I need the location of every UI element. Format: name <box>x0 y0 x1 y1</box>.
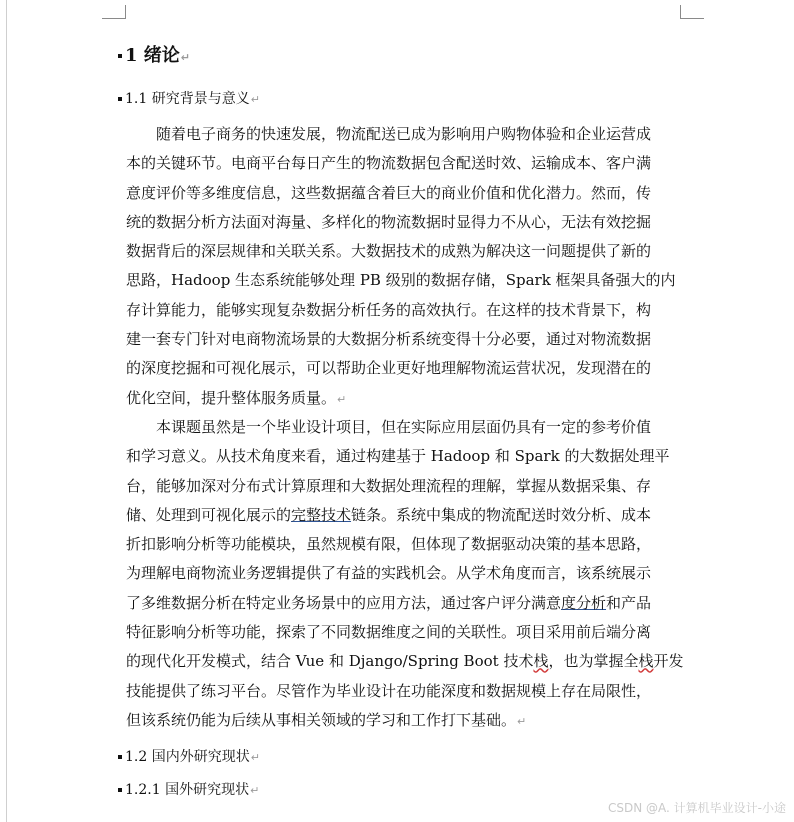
paragraph-mark-icon: ↵ <box>250 93 260 106</box>
paragraph-line <box>126 501 680 530</box>
paragraph-mark-icon: ↵ <box>517 714 527 728</box>
paragraph-line: 数据背后的深层规律和关联关系。大数据技术的成熟为解决这一问题提供了新的 <box>126 242 652 261</box>
grammar-underlined-text[interactable]: 完整技术 <box>291 505 352 524</box>
paragraph-line: 特征影响分析等功能，探索了不同数据维度之间的关联性。项目采用前后端分离 <box>126 623 652 642</box>
paragraph-line: 随着电子商务的快速发展，物流配送已成为影响用户购物体验和企业运营成 <box>156 125 652 143</box>
grammar-underlined-text[interactable]: 度分析 <box>561 593 607 612</box>
paragraph-mark-icon: ↵ <box>337 392 347 406</box>
heading-bullet <box>118 788 122 792</box>
paragraph-line: 为理解电商物流业务逻辑提供了有益的实践机会。从学术角度而言，该系统展示 <box>126 564 652 583</box>
heading-1-2-1[interactable] <box>118 779 259 799</box>
heading-1[interactable] <box>118 41 190 67</box>
crop-mark-top-right-v <box>680 5 681 19</box>
paragraph-line: 统的数据分析方法面对海量、多样化的物流数据时显得力不从心，无法有效挖掘 <box>126 212 652 231</box>
paragraph-line: 本的关键环节。电商平台每日产生的物流数据包含配送时效、运输成本、客户满 <box>126 154 652 173</box>
heading-1-1[interactable] <box>118 88 260 108</box>
heading-bullet <box>118 97 122 101</box>
heading-bullet <box>118 54 122 58</box>
paragraph-line-last <box>126 706 680 736</box>
paragraph-line: 意度评价等多维度信息，这些数据蕴含着巨大的商业价值和优化潜力。然而，传 <box>126 183 652 202</box>
paragraph-line: 思路，Hadoop 生态系统能够处理 PB 级别的数据存储，Spark 框架具备强大的内 <box>126 271 676 290</box>
paragraph-line: 技能提供了练习平台。尽管作为毕业设计在功能深度和数据规模上存在局限性， <box>126 681 652 700</box>
crop-mark-top-right-h <box>680 18 704 19</box>
paragraph-line: 的深度挖掘和可视化展示，可以帮助企业更好地理解物流运营状况，发现潜在的 <box>126 359 652 378</box>
crop-mark-top-left-v <box>125 5 126 19</box>
paragraph-line: 和学习意义。从技术角度来看，通过构建基于 Hadoop 和 Spark 的大数据处理平 <box>126 447 670 466</box>
paragraph-mark-icon: ↵ <box>250 784 260 797</box>
paragraph-line <box>126 647 684 676</box>
spelling-underlined-text[interactable]: 栈 <box>533 652 549 671</box>
paragraph-text: 开发 <box>653 652 684 671</box>
paragraph-text: 的现代化开发模式，结合 Vue 和 Django/Spring Boot 技术 <box>126 652 534 671</box>
paragraph-line-last <box>126 384 680 414</box>
heading-1-text: 1 绪论 <box>125 45 180 66</box>
paragraph-line: 建一套专门针对电商物流场景的大数据分析系统变得十分必要，通过对物流数据 <box>126 330 652 349</box>
paragraph-line: 存计算能力，能够实现复杂数据分析任务的高效执行。在这样的技术背景下，构 <box>126 300 652 319</box>
paragraph-line-text: 优化空间，提升整体服务质量。 <box>126 388 337 407</box>
paragraph-line: 折扣影响分析等功能模块，虽然规模有限，但体现了数据驱动决策的基本思路， <box>126 535 652 554</box>
spelling-underlined-text[interactable]: 栈 <box>638 652 654 671</box>
paragraph-2[interactable] <box>126 413 684 736</box>
heading-1-1-text: 1.1 研究背景与意义 <box>125 91 250 107</box>
paragraph-mark-icon: ↵ <box>250 751 260 764</box>
paragraph-mark-icon: ↵ <box>180 51 191 64</box>
heading-1-2[interactable] <box>118 746 260 766</box>
paragraph-line <box>126 589 680 618</box>
paragraph-1[interactable] <box>126 120 680 414</box>
paragraph-line-text: 但该系统仍能为后续从事相关领域的学习和工作打下基础。 <box>126 710 517 729</box>
paragraph-text: 储、处理到可视化展示的 <box>126 505 292 524</box>
paragraph-text: ，也为掌握全 <box>548 652 639 671</box>
heading-bullet <box>118 755 122 759</box>
csdn-watermark: CSDN @A. 计算机毕业设计-小途 <box>608 801 786 815</box>
paragraph-text: 了多维数据分析在特定业务场景中的应用方法，通过客户评分满意 <box>126 593 562 612</box>
heading-1-2-1-text: 1.2.1 国外研究现状 <box>125 782 250 798</box>
paragraph-line: 台，能够加深对分布式计算原理和大数据处理流程的理解，掌握从数据采集、存 <box>126 476 652 495</box>
crop-mark-top-left-h <box>102 18 126 19</box>
paragraph-text: 和产品 <box>606 593 652 612</box>
heading-1-2-text: 1.2 国内外研究现状 <box>125 749 250 765</box>
paragraph-line: 本课题虽然是一个毕业设计项目，但在实际应用层面仍具有一定的参考价值 <box>156 418 652 436</box>
page-left-edge <box>6 0 7 822</box>
paragraph-text: 链条。系统中集成的物流配送时效分析、成本 <box>351 505 652 524</box>
